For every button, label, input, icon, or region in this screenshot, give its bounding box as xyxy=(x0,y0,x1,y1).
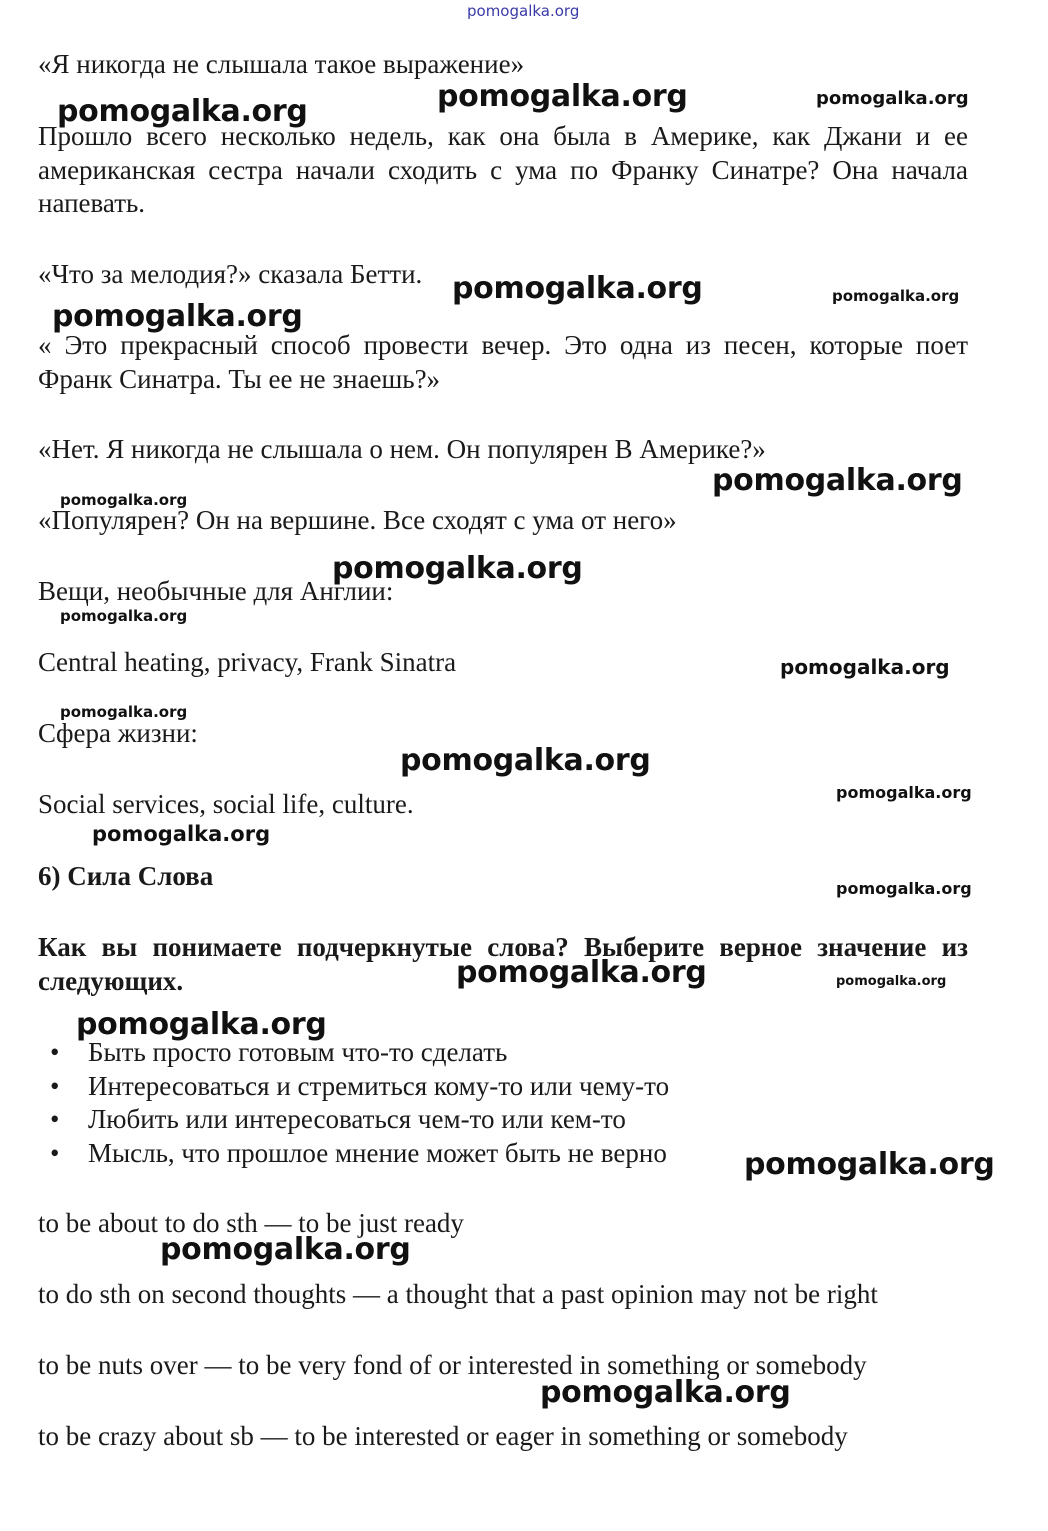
definition-2: to do sth on second thoughts — a thought that a past opinion may not be right xyxy=(38,1279,878,1309)
watermark: pomogalka.org xyxy=(57,94,308,129)
watermark: pomogalka.org xyxy=(60,703,188,721)
watermark: pomogalka.org xyxy=(60,607,188,625)
watermark: pomogalka.org xyxy=(836,974,947,989)
bullet-icon: • xyxy=(50,1037,60,1067)
paragraph-7: Вещи, необычные для Англии: xyxy=(38,576,394,606)
watermark: pomogalka.org xyxy=(836,879,972,898)
watermark: pomogalka.org xyxy=(60,491,188,509)
list-item xyxy=(38,1036,669,1070)
list-item-text: Быть просто готовым что-то сделать xyxy=(88,1037,508,1067)
list-item xyxy=(38,1070,669,1104)
paragraph-8: Central heating, privacy, Frank Sinatra xyxy=(38,647,457,677)
paragraph-9: Сфера жизни: xyxy=(38,718,198,748)
watermark: pomogalka.org xyxy=(832,287,960,305)
bullet-icon: • xyxy=(50,1070,60,1101)
watermark: pomogalka.org xyxy=(332,551,583,586)
watermark: pomogalka.org xyxy=(744,1147,995,1182)
list-item-text: Любить или интересоваться чем-то или кем-то xyxy=(88,1104,626,1134)
section-heading: 6) Сила Слова xyxy=(38,861,214,891)
paragraph-1: «Я никогда не слышала такое выражение» xyxy=(38,49,525,79)
paragraph-6: «Популярен? Он на вершине. Все сходят с ума от него» xyxy=(38,505,677,535)
definition-1: to be about to do sth — to be just ready xyxy=(38,1208,464,1238)
watermark: pomogalka.org xyxy=(816,88,969,109)
paragraph-4: « Это прекрасный способ провести вечер. Это одна из песен, которые поет Франк Синатра. Ты ее не знаешь?» xyxy=(38,330,968,394)
definition-3: to be nuts over — to be very fond of or interested in something or somebody xyxy=(38,1350,867,1380)
watermark: pomogalka.org xyxy=(712,463,963,498)
list-item-text: Мысль, что прошлое мнение может быть не верно xyxy=(88,1137,667,1168)
task-instruction: Как вы понимаете подчеркнутые слова? Выберите верное значение из следующих. xyxy=(38,932,968,996)
paragraph-2: Прошло всего несколько недель, как она была в Америке, как Джани и ее американская сестра начали сходить с ума по Франку Синатре? Она начала напевать. xyxy=(38,121,968,218)
watermark: pomogalka.org xyxy=(540,1375,791,1410)
definition-4: to be crazy about sb — to be interested or eager in something or somebody xyxy=(38,1421,848,1451)
watermark: pomogalka.org xyxy=(52,299,303,334)
bullet-icon: • xyxy=(50,1104,60,1134)
watermark: pomogalka.org xyxy=(437,79,688,114)
watermark: pomogalka.org xyxy=(400,743,651,778)
watermark: pomogalka.org xyxy=(92,822,271,846)
paragraph-3: «Что за мелодия?» сказала Бетти. xyxy=(38,259,423,289)
watermark: pomogalka.org xyxy=(456,955,707,990)
list-item-text: Интересоваться и стремиться кому-то или чему-то xyxy=(88,1070,670,1101)
bullet-icon: • xyxy=(50,1137,60,1168)
list-item xyxy=(38,1137,669,1171)
meaning-list xyxy=(38,1036,669,1170)
list-item xyxy=(38,1103,669,1137)
watermark: pomogalka.org xyxy=(160,1232,411,1267)
watermark: pomogalka.org xyxy=(76,1007,327,1042)
watermark: pomogalka.org xyxy=(452,271,703,306)
watermark: pomogalka.org xyxy=(836,783,972,802)
paragraph-5: «Нет. Я никогда не слышала о нем. Он популярен В Америке?» xyxy=(38,434,766,464)
watermark-top: pomogalka.org xyxy=(467,2,580,20)
watermark: pomogalka.org xyxy=(780,655,950,679)
paragraph-10: Social services, social life, culture. xyxy=(38,789,414,819)
